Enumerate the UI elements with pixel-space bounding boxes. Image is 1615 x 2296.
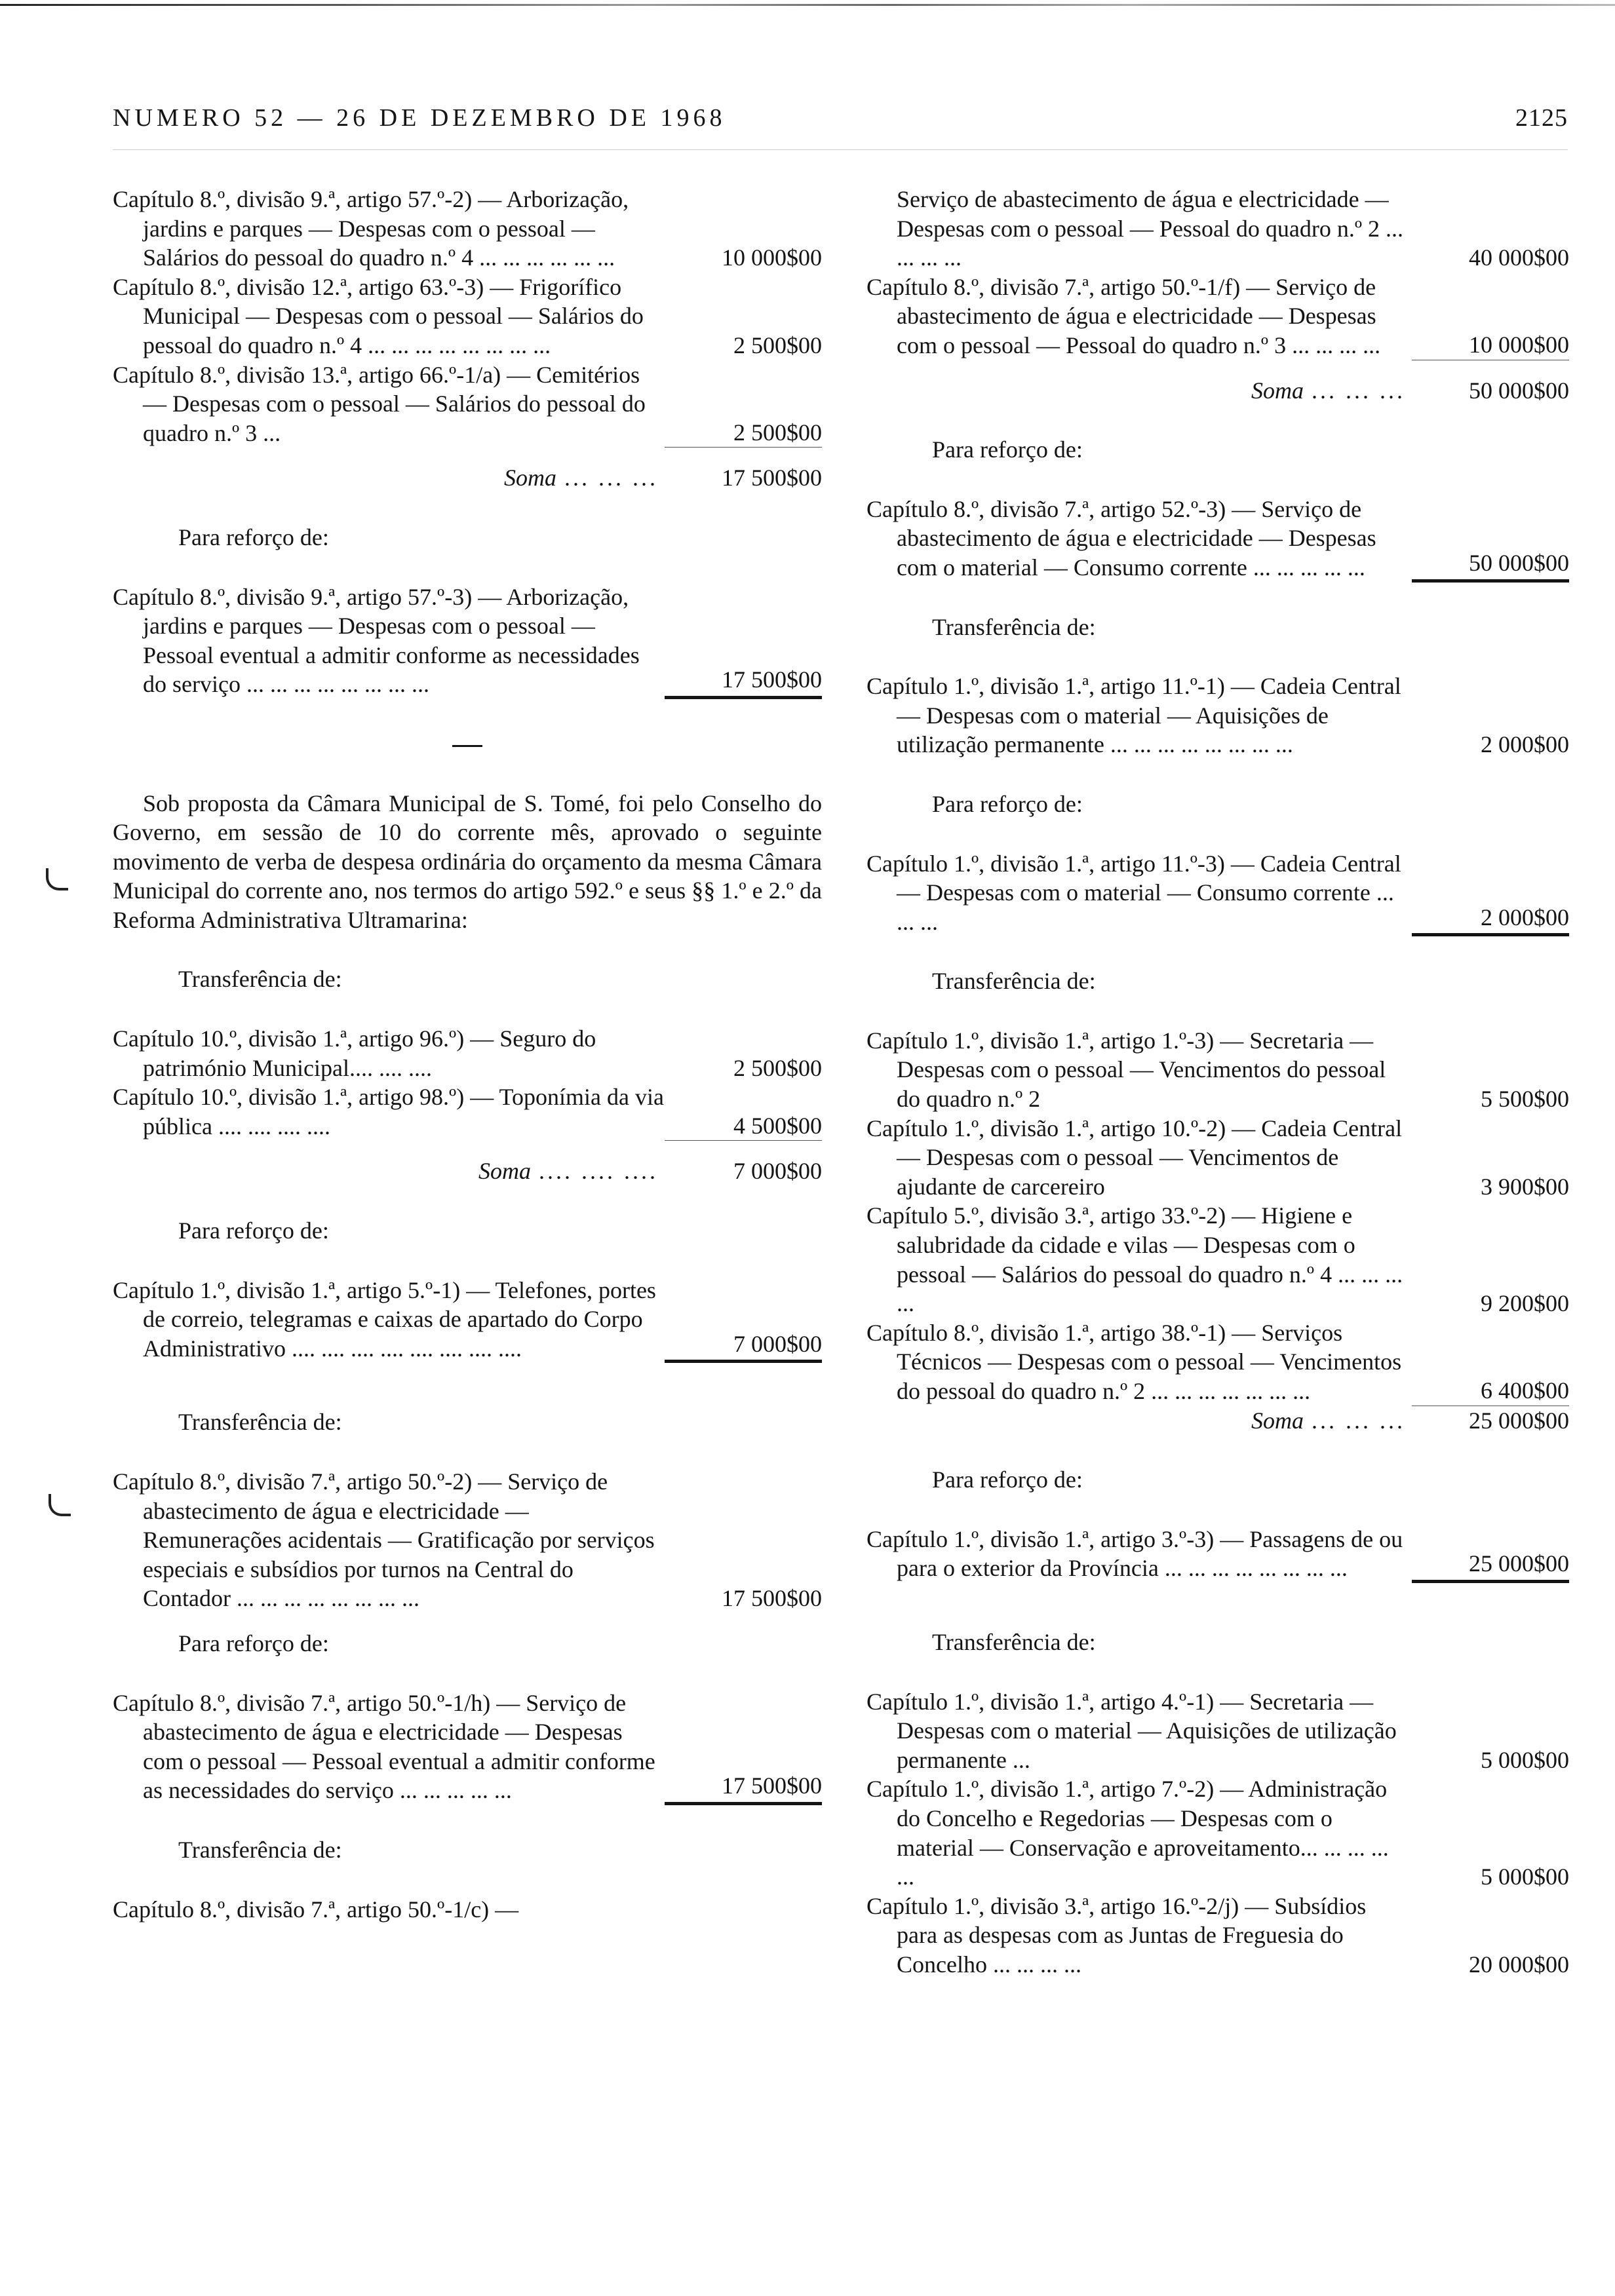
budget-entry	[113, 583, 822, 699]
entry-amount: 7 000$00	[665, 1330, 822, 1364]
section-subheading: Para reforço de:	[932, 436, 1083, 463]
entry-text: Capítulo 1.º, divisão 1.ª, artigo 1.º-3) — Secretaria — Despesas com o pessoal — Vencimentos do pessoal do quadro n.º 2	[866, 1027, 1386, 1113]
section-subheading: Transferência de:	[178, 1409, 342, 1436]
entry-text: Capítulo 10.º, divisão 1.ª, artigo 98.º) — Toponímia da via pública .... .... .... ....	[113, 1084, 664, 1139]
entry-amount: 2 500$00	[665, 418, 822, 448]
budget-entry	[866, 1114, 1569, 1202]
sum-dots: ... ... ...	[564, 465, 658, 491]
entry-amount: 5 500$00	[1481, 1086, 1569, 1113]
budget-entry	[866, 1892, 1569, 1980]
sum-label: Soma	[504, 465, 556, 491]
section-subheading: Para reforço de:	[178, 1217, 329, 1244]
budget-entry	[113, 1895, 822, 1924]
budget-entry	[113, 1082, 822, 1141]
budget-entry	[113, 273, 822, 360]
sum-amount: 17 500$00	[722, 465, 822, 491]
entry-text: Capítulo 8.º, divisão 13.ª, artigo 66.º-1/a) — Cemitérios — Despesas com o pessoal — Salários do pessoal do quadro n.º 3 ...	[113, 361, 646, 446]
budget-entry	[866, 1318, 1569, 1406]
budget-entry	[866, 185, 1569, 273]
entry-text: Capítulo 8.º, divisão 7.ª, artigo 50.º-1/c) —	[113, 1896, 519, 1923]
entry-text: Serviço de abastecimento de água e electricidade — Despesas com o pessoal — Pessoal do quadro n.º 2 ... ... ... ...	[897, 186, 1404, 271]
entry-text: Capítulo 1.º, divisão 3.ª, artigo 16.º-2/j) — Subsídios para as despesas com as Juntas de Freguesia do Concelho ... ... ... ...	[866, 1892, 1367, 1978]
header-rule	[113, 149, 1568, 150]
sum-label: Soma	[478, 1158, 531, 1185]
entry-text: Capítulo 8.º, divisão 7.ª, artigo 50.º-1/f) — Serviço de abastecimento de água e electricidade — Despesas com o pessoal — Pessoal do quadro n.º 3 ... ... ... ...	[866, 273, 1381, 358]
budget-entry	[113, 1467, 822, 1613]
budget-entry	[113, 1689, 822, 1805]
sum-row	[113, 1157, 822, 1186]
sum-amount: 25 000$00	[1469, 1407, 1569, 1434]
header-title: NUMERO 52 — 26 DE DEZEMBRO DE 1968	[113, 104, 726, 132]
entry-amount: 25 000$00	[1412, 1549, 1569, 1583]
entry-amount: 2 000$00	[1412, 903, 1569, 937]
entry-amount: 5 000$00	[1481, 1746, 1569, 1773]
entry-text: Capítulo 8.º, divisão 1.ª, artigo 38.º-1) — Serviços Técnicos — Despesas com o pessoal — Vencimentos do pessoal do quadro n.º 2 ... ... ... ... ... ... ...	[866, 1319, 1402, 1404]
sum-dots: ... ... ...	[1312, 377, 1405, 404]
section-subheading: Transferência de:	[932, 1628, 1096, 1655]
entry-text: Capítulo 1.º, divisão 1.ª, artigo 4.º-1) — Secretaria — Despesas com o material — Aquisições de utilização permanente ...	[866, 1688, 1397, 1773]
entry-amount: 10 000$00	[722, 244, 822, 271]
budget-entry	[113, 360, 822, 448]
sum-amount: 50 000$00	[1469, 377, 1569, 404]
entry-text: Capítulo 1.º, divisão 1.ª, artigo 11.º-1) — Cadeia Central — Despesas com o material — Aquisições de utilização permanente ... ... ... ... ... ... ... ...	[866, 673, 1401, 758]
section-separator	[113, 729, 822, 759]
section-subheading: Para reforço de:	[932, 790, 1083, 817]
body-paragraph: Sob proposta da Câmara Municipal de S. Tomé, foi pelo Conselho do Governo, em sessão de 10 do corrente mês, aprovado o seguinte movimento de verba de despesa ordinária do orçamento da mesma Câmara Municipal do corrente ano, nos termos do artigo 592.º e seus §§ 1.º e 2.º da Reforma Administrativa Ultramarina:	[113, 790, 822, 933]
entry-text: Capítulo 1.º, divisão 1.ª, artigo 5.º-1) — Telefones, portes de correio, telegramas e caixas de apartado do Corpo Administrativo .... .... .... .... .... .... .... ....	[113, 1276, 656, 1362]
entry-text: Capítulo 1.º, divisão 1.ª, artigo 3.º-3) — Passagens de ou para o exterior da Província ... ... ... ... ... ... ... ...	[866, 1525, 1403, 1582]
entry-text: Capítulo 1.º, divisão 1.ª, artigo 10.º-2) — Cadeia Central — Despesas com o pessoal — Vencimentos de ajudante de carcereiro	[866, 1115, 1403, 1200]
entry-amount: 6 400$00	[1412, 1376, 1569, 1406]
budget-entry	[113, 1276, 822, 1364]
section-subheading: Transferência de:	[178, 1836, 342, 1863]
page-header	[113, 104, 1568, 143]
entry-amount: 3 900$00	[1481, 1173, 1569, 1200]
scan-mark	[46, 868, 68, 890]
sum-row	[113, 463, 822, 493]
entry-amount: 2 500$00	[733, 332, 822, 358]
entry-text: Capítulo 1.º, divisão 1.ª, artigo 7.º-2) — Administração do Concelho e Regedorias — Despesas com o material — Conservação e aproveitamento... ... ... ... ...	[866, 1776, 1389, 1890]
entry-text: Capítulo 8.º, divisão 9.ª, artigo 57.º-3) — Arborização, jardins e parques — Despesas com o pessoal — Pessoal eventual a admitir conforme as necessidades do serviço ... ... ... ... ... ... ... ...	[113, 583, 640, 698]
entry-amount: 4 500$00	[665, 1111, 822, 1141]
sum-label: Soma	[1251, 377, 1304, 404]
page-number: 2125	[1515, 104, 1568, 132]
scan-mark	[49, 1494, 71, 1516]
sum-dots: .... .... ....	[539, 1158, 658, 1185]
section-subheading: Transferência de:	[932, 613, 1096, 640]
entry-text: Capítulo 5.º, divisão 3.ª, artigo 33.º-2) — Higiene e salubridade da cidade e vilas — Despesas com o pessoal — Salários do pessoal do quadro n.º 4 ... ... ... ...	[866, 1202, 1403, 1317]
entry-text: Capítulo 8.º, divisão 7.ª, artigo 50.º-2) — Serviço de abastecimento de água e electricidade — Remunerações acidentais — Gratificação por serviços especiais e subsídios por turnos na Central do Contador ... ... ... ... ... ... ... ...	[113, 1468, 655, 1612]
budget-entry	[866, 1687, 1569, 1775]
entry-amount: 17 500$00	[665, 1771, 822, 1805]
entry-amount: 10 000$00	[1412, 330, 1569, 360]
section-subheading: Transferência de:	[178, 966, 342, 993]
sum-dots: ... ... ...	[1312, 1407, 1405, 1434]
budget-entry	[113, 1024, 822, 1082]
budget-entry	[866, 1026, 1569, 1114]
budget-entry	[866, 495, 1569, 583]
sum-amount: 7 000$00	[733, 1158, 822, 1185]
sum-row	[866, 376, 1569, 406]
entry-amount: 2 500$00	[733, 1054, 822, 1081]
budget-entry	[866, 1201, 1569, 1318]
sum-row	[866, 1406, 1569, 1436]
section-subheading: Para reforço de:	[178, 1630, 329, 1656]
entry-text: Capítulo 8.º, divisão 9.ª, artigo 57.º-2) — Arborização, jardins e parques — Despesas com o pessoal — Salários do pessoal do quadro n.º 4 ... ... ... ... ... ...	[113, 186, 629, 271]
entry-text: Capítulo 8.º, divisão 7.ª, artigo 50.º-1/h) — Serviço de abastecimento de água e electricidade — Despesas com o pessoal — Pessoal eventual a admitir conforme as necessidades do serviço ... ... ... ... ...	[113, 1689, 655, 1804]
entry-amount: 17 500$00	[665, 665, 822, 699]
budget-entry	[866, 1525, 1569, 1583]
entry-amount: 2 000$00	[1481, 731, 1569, 758]
budget-entry	[866, 1774, 1569, 1891]
entry-amount: 50 000$00	[1412, 548, 1569, 583]
budget-entry	[866, 273, 1569, 360]
budget-entry	[866, 672, 1569, 759]
right-column	[866, 185, 1569, 1980]
budget-entry	[113, 185, 822, 273]
entry-amount: 5 000$00	[1481, 1864, 1569, 1890]
entry-text: Capítulo 10.º, divisão 1.ª, artigo 96.º) — Seguro do património Municipal.... .... ....	[113, 1025, 596, 1081]
left-column	[113, 185, 822, 1924]
entry-text: Capítulo 8.º, divisão 7.ª, artigo 52.º-3) — Serviço de abastecimento de água e electricidade — Despesas com o material — Consumo corrente ... ... ... ... ...	[866, 495, 1376, 581]
section-subheading: Para reforço de:	[932, 1466, 1083, 1493]
entry-text: Capítulo 8.º, divisão 12.ª, artigo 63.º-3) — Frigorífico Municipal — Despesas com o pessoal — Salários do pessoal do quadro n.º 4 ... ... ... ... ... ... ... ...	[113, 273, 644, 358]
scan-artifact-line	[0, 4, 1615, 6]
entry-amount: 20 000$00	[1469, 1951, 1569, 1978]
section-subheading: Para reforço de:	[178, 524, 329, 550]
budget-entry	[866, 849, 1569, 937]
sum-label: Soma	[1251, 1407, 1304, 1434]
section-subheading: Transferência de:	[932, 968, 1096, 995]
entry-text: Capítulo 1.º, divisão 1.ª, artigo 11.º-3) — Cadeia Central — Despesas com o material — Consumo corrente ... ... ...	[866, 850, 1401, 935]
entry-amount: 40 000$00	[1469, 244, 1569, 271]
entry-amount: 17 500$00	[722, 1585, 822, 1612]
entry-amount: 9 200$00	[1481, 1290, 1569, 1317]
